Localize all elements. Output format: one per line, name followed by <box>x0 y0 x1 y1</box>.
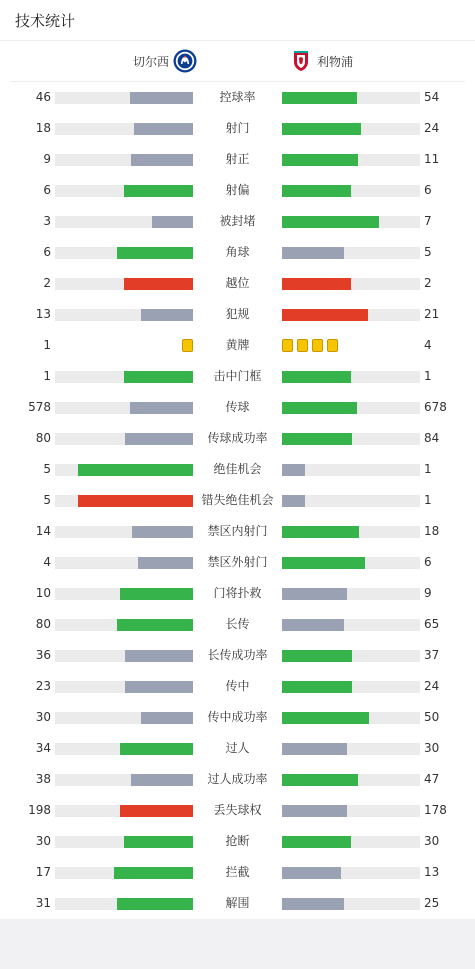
home-stat-bar <box>55 681 193 693</box>
stat-label: 拦截 <box>225 865 250 879</box>
stats-list <box>0 82 475 919</box>
stat-label: 长传成功率 <box>207 648 268 662</box>
stat-label: 击中门框 <box>213 369 262 383</box>
home-stat-bar <box>55 836 193 848</box>
home-stat-bar-fill <box>132 526 193 538</box>
away-stat-bar <box>282 650 420 662</box>
home-stat-bar-fill <box>125 433 193 445</box>
stat-label: 门将扑救 <box>213 586 262 600</box>
away-stat-bar-fill <box>282 898 344 910</box>
away-stat-bar <box>282 247 420 259</box>
home-stat-value: 13 <box>35 307 51 321</box>
away-stat-bar <box>282 216 420 228</box>
stat-row <box>0 268 475 299</box>
stat-row <box>0 330 475 361</box>
stat-row <box>0 671 475 702</box>
away-stat-value: 30 <box>424 834 440 848</box>
home-stat-value: 5 <box>43 462 51 476</box>
stat-label: 越位 <box>225 276 250 290</box>
home-stat-bar-fill <box>117 619 193 631</box>
home-stat-bar-fill <box>114 867 193 879</box>
home-stat-bar <box>55 805 193 817</box>
away-stat-bar <box>282 557 420 569</box>
home-stat-value: 2 <box>43 276 51 290</box>
home-stat-bar-fill <box>131 154 193 166</box>
home-stat-value: 80 <box>35 431 51 445</box>
stat-row <box>0 206 475 237</box>
away-stat-value: 30 <box>424 741 440 755</box>
away-stat-bar <box>282 433 420 445</box>
home-stat-bar <box>55 743 193 755</box>
home-yellow-cards <box>178 339 193 352</box>
yellow-card-icon <box>327 339 338 352</box>
home-stat-bar <box>55 402 193 414</box>
home-stat-bar-fill <box>124 371 193 383</box>
stat-row <box>0 516 475 547</box>
away-stat-bar-fill <box>282 867 341 879</box>
stat-label: 长传 <box>225 617 250 631</box>
away-stat-bar-fill <box>282 123 361 135</box>
away-stat-value: 1 <box>424 369 432 383</box>
home-stat-bar <box>55 371 193 383</box>
stat-row <box>0 764 475 795</box>
stat-label: 射正 <box>225 152 250 166</box>
away-stat-value: 18 <box>424 524 440 538</box>
away-stat-bar <box>282 712 420 724</box>
stat-label: 射门 <box>225 121 250 135</box>
away-yellow-cards <box>282 339 342 352</box>
home-stat-value: 30 <box>35 834 51 848</box>
away-stat-value: 21 <box>424 307 440 321</box>
stat-row <box>0 237 475 268</box>
home-stat-value: 36 <box>35 648 51 662</box>
away-stat-bar <box>282 774 420 786</box>
home-stat-value: 17 <box>35 865 51 879</box>
home-stat-bar <box>55 278 193 290</box>
away-stat-bar-fill <box>282 526 359 538</box>
away-stat-value: 4 <box>424 338 432 352</box>
home-stat-value: 1 <box>43 338 51 352</box>
away-stat-bar <box>282 402 420 414</box>
stat-row <box>0 113 475 144</box>
home-stat-value: 38 <box>35 772 51 786</box>
stat-label: 黄牌 <box>225 338 250 352</box>
away-stat-value: 65 <box>424 617 440 631</box>
away-stat-value: 2 <box>424 276 432 290</box>
home-stat-bar <box>55 464 193 476</box>
away-stat-bar <box>282 371 420 383</box>
stat-row <box>0 175 475 206</box>
away-stat-bar <box>282 898 420 910</box>
liverpool-crest-icon <box>289 49 313 73</box>
away-stat-value: 6 <box>424 183 432 197</box>
page-title: 技术统计 <box>15 11 76 30</box>
stat-row <box>0 826 475 857</box>
stat-row <box>0 299 475 330</box>
away-stat-value: 6 <box>424 555 432 569</box>
away-stat-value: 5 <box>424 245 432 259</box>
stat-label: 传球成功率 <box>207 431 268 445</box>
away-stat-bar-fill <box>282 743 347 755</box>
teams-header <box>10 41 465 82</box>
away-stat-value: 24 <box>424 121 440 135</box>
away-stat-bar <box>282 743 420 755</box>
home-stat-bar-fill <box>124 185 193 197</box>
home-stat-bar <box>55 495 193 507</box>
home-stat-value: 9 <box>43 152 51 166</box>
away-stat-bar <box>282 836 420 848</box>
away-stat-bar-fill <box>282 712 369 724</box>
home-stat-bar <box>55 433 193 445</box>
away-stat-value: 678 <box>424 400 447 414</box>
home-stat-value: 10 <box>35 586 51 600</box>
stat-row <box>0 888 475 919</box>
away-stat-bar <box>282 309 420 321</box>
home-stat-bar-fill <box>125 650 193 662</box>
home-stat-bar <box>55 309 193 321</box>
stat-row <box>0 392 475 423</box>
away-stat-bar-fill <box>282 92 357 104</box>
away-stat-bar <box>282 681 420 693</box>
away-stat-value: 54 <box>424 90 440 104</box>
away-stat-value: 24 <box>424 679 440 693</box>
home-stat-value: 198 <box>28 803 51 817</box>
stat-label: 丢失球权 <box>213 803 262 817</box>
stat-row <box>0 609 475 640</box>
home-team[interactable] <box>129 41 197 81</box>
home-stat-bar <box>55 898 193 910</box>
home-stat-bar-fill <box>141 309 193 321</box>
away-stat-bar-fill <box>282 836 351 848</box>
home-stat-bar-fill <box>130 92 193 104</box>
away-stat-bar <box>282 495 420 507</box>
stat-label: 犯规 <box>225 307 250 321</box>
home-stat-value: 31 <box>35 896 51 910</box>
home-stat-bar-fill <box>120 743 193 755</box>
away-stat-bar-fill <box>282 247 344 259</box>
home-stat-value: 3 <box>43 214 51 228</box>
stat-label: 传球 <box>225 400 250 414</box>
home-stat-bar-fill <box>117 247 193 259</box>
home-stat-value: 14 <box>35 524 51 538</box>
home-stat-value: 18 <box>35 121 51 135</box>
away-stat-bar <box>282 588 420 600</box>
stat-row <box>0 702 475 733</box>
stat-label: 过人成功率 <box>207 772 268 786</box>
away-stat-bar-fill <box>282 557 365 569</box>
away-stat-value: 178 <box>424 803 447 817</box>
away-stat-bar <box>282 526 420 538</box>
stat-row <box>0 640 475 671</box>
stat-row <box>0 733 475 764</box>
away-stat-value: 7 <box>424 214 432 228</box>
home-stat-value: 23 <box>35 679 51 693</box>
stat-row <box>0 82 475 113</box>
away-stat-bar-fill <box>282 185 351 197</box>
away-stat-bar-fill <box>282 774 358 786</box>
away-stat-value: 11 <box>424 152 440 166</box>
home-stat-bar-fill <box>130 402 193 414</box>
home-stat-bar <box>55 557 193 569</box>
home-stat-bar <box>55 867 193 879</box>
stat-label: 错失绝佳机会 <box>201 493 274 507</box>
stat-row <box>0 578 475 609</box>
home-stat-bar <box>55 526 193 538</box>
home-stat-value: 4 <box>43 555 51 569</box>
away-stat-value: 1 <box>424 462 432 476</box>
stat-label: 禁区内射门 <box>207 524 268 538</box>
away-stat-value: 13 <box>424 865 440 879</box>
away-stat-bar <box>282 619 420 631</box>
away-stat-bar <box>282 278 420 290</box>
away-stat-bar <box>282 464 420 476</box>
home-stat-bar-fill <box>78 464 193 476</box>
away-stat-value: 25 <box>424 896 440 910</box>
stat-row <box>0 454 475 485</box>
home-stat-bar-fill <box>125 681 193 693</box>
away-stat-value: 37 <box>424 648 440 662</box>
home-stat-bar-fill <box>78 495 193 507</box>
home-stat-bar <box>55 154 193 166</box>
chelsea-crest-icon <box>173 49 197 73</box>
home-stat-value: 1 <box>43 369 51 383</box>
away-stat-bar-fill <box>282 309 368 321</box>
home-stat-bar-fill <box>120 588 193 600</box>
home-stat-bar-fill <box>124 278 193 290</box>
away-team-name: 利物浦 <box>317 54 354 69</box>
away-stat-value: 50 <box>424 710 440 724</box>
away-stat-value: 47 <box>424 772 440 786</box>
home-stat-bar <box>55 123 193 135</box>
home-stat-value: 5 <box>43 493 51 507</box>
home-stat-value: 6 <box>43 183 51 197</box>
stat-label: 角球 <box>225 245 250 259</box>
yellow-card-icon <box>312 339 323 352</box>
stat-row <box>0 795 475 826</box>
stat-label: 抢断 <box>225 834 250 848</box>
home-stat-bar <box>55 619 193 631</box>
away-stat-bar <box>282 154 420 166</box>
stat-row <box>0 485 475 516</box>
away-stat-bar-fill <box>282 495 305 507</box>
stat-label: 传中 <box>225 679 250 693</box>
away-stat-bar <box>282 185 420 197</box>
away-stat-bar <box>282 92 420 104</box>
stat-label: 射偏 <box>225 183 250 197</box>
away-stat-bar-fill <box>282 650 352 662</box>
stat-label: 禁区外射门 <box>207 555 268 569</box>
yellow-card-icon <box>297 339 308 352</box>
stat-label: 传中成功率 <box>207 710 268 724</box>
home-stat-bar-fill <box>120 805 193 817</box>
home-stat-value: 80 <box>35 617 51 631</box>
stat-row <box>0 144 475 175</box>
stat-row <box>0 547 475 578</box>
home-stat-value: 34 <box>35 741 51 755</box>
away-stat-bar-fill <box>282 433 352 445</box>
away-stat-bar-fill <box>282 681 352 693</box>
home-stat-bar <box>55 247 193 259</box>
away-stat-bar-fill <box>282 216 379 228</box>
yellow-card-icon <box>282 339 293 352</box>
home-stat-value: 578 <box>28 400 51 414</box>
home-stat-bar-fill <box>117 898 193 910</box>
home-stat-bar <box>55 650 193 662</box>
home-stat-bar-fill <box>141 712 193 724</box>
yellow-card-icon <box>182 339 193 352</box>
away-stat-bar-fill <box>282 371 351 383</box>
stat-label: 过人 <box>225 741 250 755</box>
away-stat-bar-fill <box>282 464 305 476</box>
away-team[interactable] <box>289 41 357 81</box>
home-stat-value: 6 <box>43 245 51 259</box>
home-stat-bar-fill <box>138 557 193 569</box>
home-stat-value: 30 <box>35 710 51 724</box>
title-bar <box>0 0 475 41</box>
away-stat-bar <box>282 123 420 135</box>
stat-label: 绝佳机会 <box>213 462 262 476</box>
stat-row <box>0 361 475 392</box>
home-stat-bar-fill <box>131 774 193 786</box>
home-team-name: 切尔西 <box>133 54 170 69</box>
stat-label: 控球率 <box>219 90 256 104</box>
stat-label: 解围 <box>225 896 250 910</box>
away-stat-bar <box>282 867 420 879</box>
away-stat-bar-fill <box>282 154 358 166</box>
away-stat-bar-fill <box>282 588 347 600</box>
away-stat-value: 9 <box>424 586 432 600</box>
stat-label: 被封堵 <box>219 214 256 228</box>
stat-row <box>0 423 475 454</box>
home-stat-bar-fill <box>124 836 193 848</box>
away-stat-value: 84 <box>424 431 440 445</box>
home-stat-bar <box>55 185 193 197</box>
home-stat-bar <box>55 588 193 600</box>
away-stat-bar <box>282 805 420 817</box>
home-stat-bar <box>55 92 193 104</box>
away-stat-bar-fill <box>282 619 344 631</box>
away-stat-value: 1 <box>424 493 432 507</box>
home-stat-bar <box>55 712 193 724</box>
home-stat-bar-fill <box>152 216 193 228</box>
home-stat-bar <box>55 216 193 228</box>
stat-row <box>0 857 475 888</box>
away-stat-bar-fill <box>282 805 347 817</box>
away-stat-bar-fill <box>282 278 351 290</box>
home-stat-bar <box>55 774 193 786</box>
home-stat-bar-fill <box>134 123 193 135</box>
away-stat-bar-fill <box>282 402 357 414</box>
home-stat-value: 46 <box>35 90 51 104</box>
